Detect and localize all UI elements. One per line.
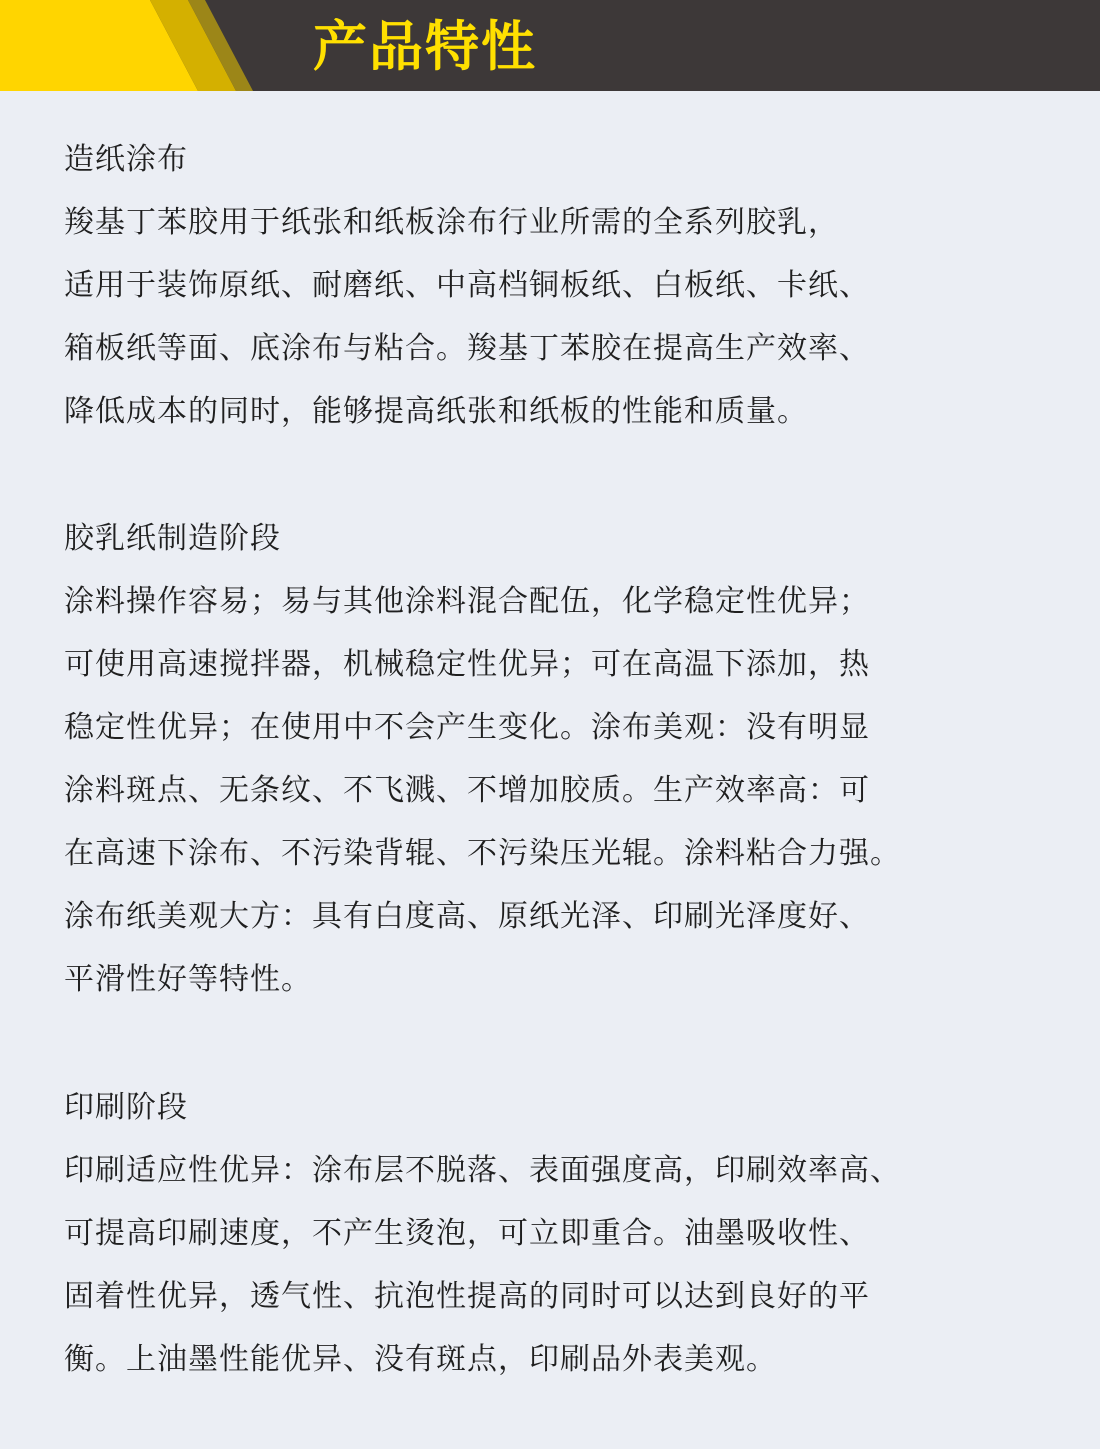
paragraph-line: 涂布纸美观大方：具有白度高、原纸光泽、印刷光泽度好、 bbox=[64, 899, 870, 934]
paragraph-line: 降低成本的同时，能够提高纸张和纸板的性能和质量。 bbox=[64, 394, 808, 429]
paragraph-line: 羧基丁苯胶用于纸张和纸板涂布行业所需的全系列胶乳， bbox=[64, 205, 839, 240]
paragraph-line: 稳定性优异；在使用中不会产生变化。涂布美观：没有明显 bbox=[64, 710, 870, 745]
section-heading: 胶乳纸制造阶段 bbox=[64, 521, 281, 556]
header-banner bbox=[0, 0, 1100, 91]
paragraph-line: 固着性优异，透气性、抗泡性提高的同时可以达到良好的平 bbox=[64, 1279, 870, 1314]
paragraph-line: 箱板纸等面、底涂布与粘合。羧基丁苯胶在提高生产效率、 bbox=[64, 331, 870, 366]
section-heading: 造纸涂布 bbox=[64, 142, 188, 177]
paragraph-line: 印刷适应性优异：涂布层不脱落、表面强度高，印刷效率高、 bbox=[64, 1153, 901, 1188]
paragraph-line: 在高速下涂布、不污染背辊、不污染压光辊。涂料粘合力强。 bbox=[64, 836, 901, 871]
paragraph-line: 涂料操作容易；易与其他涂料混合配伍，化学稳定性优异； bbox=[64, 584, 870, 619]
page-title: 产品特性 bbox=[313, 14, 537, 78]
paragraph-line: 可提高印刷速度，不产生烫泡，可立即重合。油墨吸收性、 bbox=[64, 1216, 870, 1251]
section-latex-paper-manufacturing bbox=[64, 507, 1074, 1011]
paragraph-line: 平滑性好等特性。 bbox=[64, 962, 312, 997]
paragraph-line: 衡。上油墨性能优异、没有斑点，印刷品外表美观。 bbox=[64, 1342, 777, 1377]
paragraph-line: 可使用高速搅拌器，机械稳定性优异；可在高温下添加，热 bbox=[64, 647, 870, 682]
paragraph-line: 涂料斑点、无条纹、不飞溅、不增加胶质。生产效率高：可 bbox=[64, 773, 870, 808]
section-printing bbox=[64, 1076, 1074, 1391]
section-paper-coating bbox=[64, 128, 1074, 443]
paragraph-line: 适用于装饰原纸、耐磨纸、中高档铜板纸、白板纸、卡纸、 bbox=[64, 268, 870, 303]
section-heading: 印刷阶段 bbox=[64, 1090, 188, 1125]
header-stripes bbox=[0, 0, 1100, 91]
